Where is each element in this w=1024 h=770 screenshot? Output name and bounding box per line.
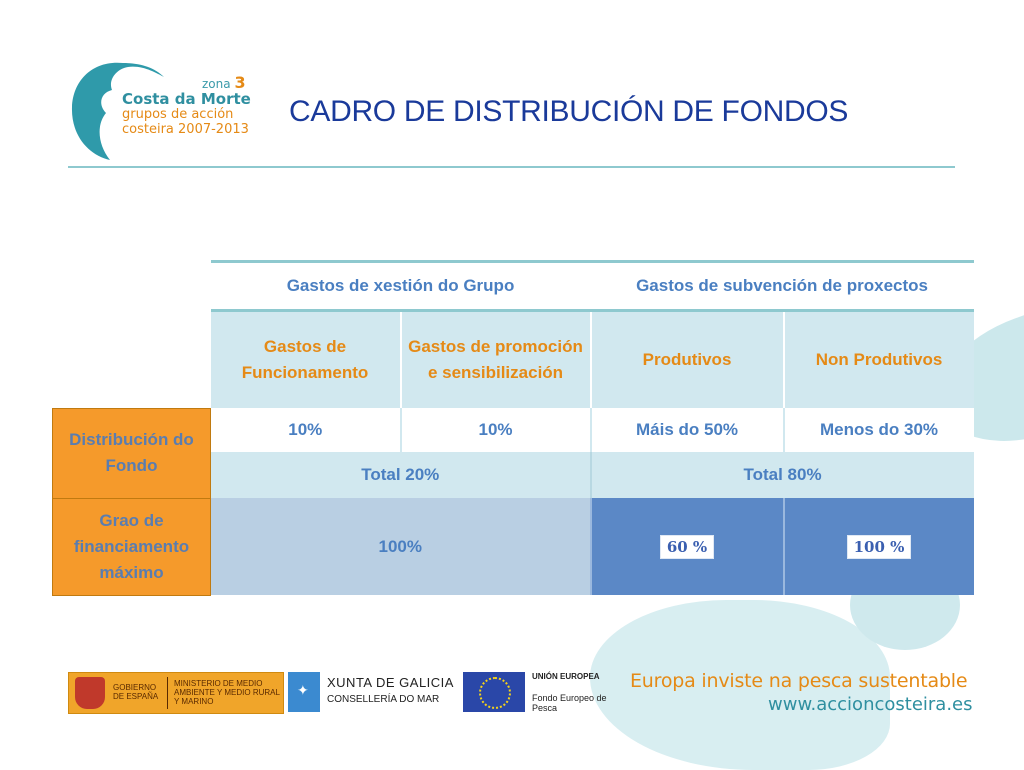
subheader-funcionamento: Gastos de Funcionamento xyxy=(211,311,401,409)
logo-zona: zona xyxy=(202,77,231,91)
total-subvencion: Total 80% xyxy=(591,452,974,498)
gobierno-espana-logo xyxy=(68,672,284,714)
subheader-non-produtivos: Non Produtivos xyxy=(784,311,974,409)
logo-grupos: grupos de acción xyxy=(122,107,234,122)
logo-costeira: costeira 2007-2013 xyxy=(122,122,249,137)
value-produtivos: Máis do 50% xyxy=(591,408,784,452)
xunta-flag-icon xyxy=(288,672,320,712)
logo-separator xyxy=(167,677,168,709)
eu-flag-icon xyxy=(463,672,525,712)
logo-text xyxy=(122,75,251,137)
conselleria-text: CONSELLERÍA DO MAR xyxy=(327,694,440,705)
page-title: CADRO DE DISTRIBUCIÓN DE FONDOS xyxy=(289,95,849,128)
union-europea-text: UNIÓN EUROPEA xyxy=(532,672,600,681)
slogan: Europa inviste na pesca sustentable xyxy=(630,670,968,692)
logo-costa-da-morte: Costa da Morte xyxy=(122,90,251,108)
grao-xestion: 100% xyxy=(211,498,591,595)
ministerio-text: MINISTERIO DE MEDIO AMBIENTE Y MEDIO RURAL Y MARINO xyxy=(174,679,280,706)
value-promocion: 10% xyxy=(401,408,591,452)
row-label-distribucion: Distribución do Fondo xyxy=(53,408,211,498)
gobierno-text: GOBIERNO DE ESPAÑA xyxy=(113,683,159,701)
xunta-text: XUNTA DE GALICIA xyxy=(327,675,454,690)
header-gastos-xestion: Gastos de xestión do Grupo xyxy=(211,262,591,311)
subheader-produtivos: Produtivos xyxy=(591,311,784,409)
subheader-promocion: Gastos de promoción e sensibilización xyxy=(401,311,591,409)
value-non-produtivos: Menos do 30% xyxy=(784,408,974,452)
value-funcionamento: 10% xyxy=(211,408,401,452)
row-label-grao: Grao de financiamento máximo xyxy=(53,498,211,595)
title-divider xyxy=(68,166,955,168)
grao-produtivos-cell xyxy=(591,498,784,595)
grao-produtivos: 60 % xyxy=(660,535,714,559)
website-link[interactable]: www.accioncosteira.es xyxy=(768,694,973,715)
fund-distribution-table xyxy=(52,260,974,596)
logo-zona-number: 3 xyxy=(234,73,246,92)
table-corner xyxy=(53,311,211,409)
total-xestion: Total 20% xyxy=(211,452,591,498)
fondo-europeo-text: Fondo Europeo de Pesca xyxy=(532,693,607,713)
grao-non-produtivos: 100 % xyxy=(847,535,912,559)
table-corner xyxy=(53,262,211,311)
header-gastos-subvencion: Gastos de subvención de proxectos xyxy=(591,262,974,311)
spain-crest-icon xyxy=(75,677,105,709)
grao-non-produtivos-cell xyxy=(784,498,974,595)
